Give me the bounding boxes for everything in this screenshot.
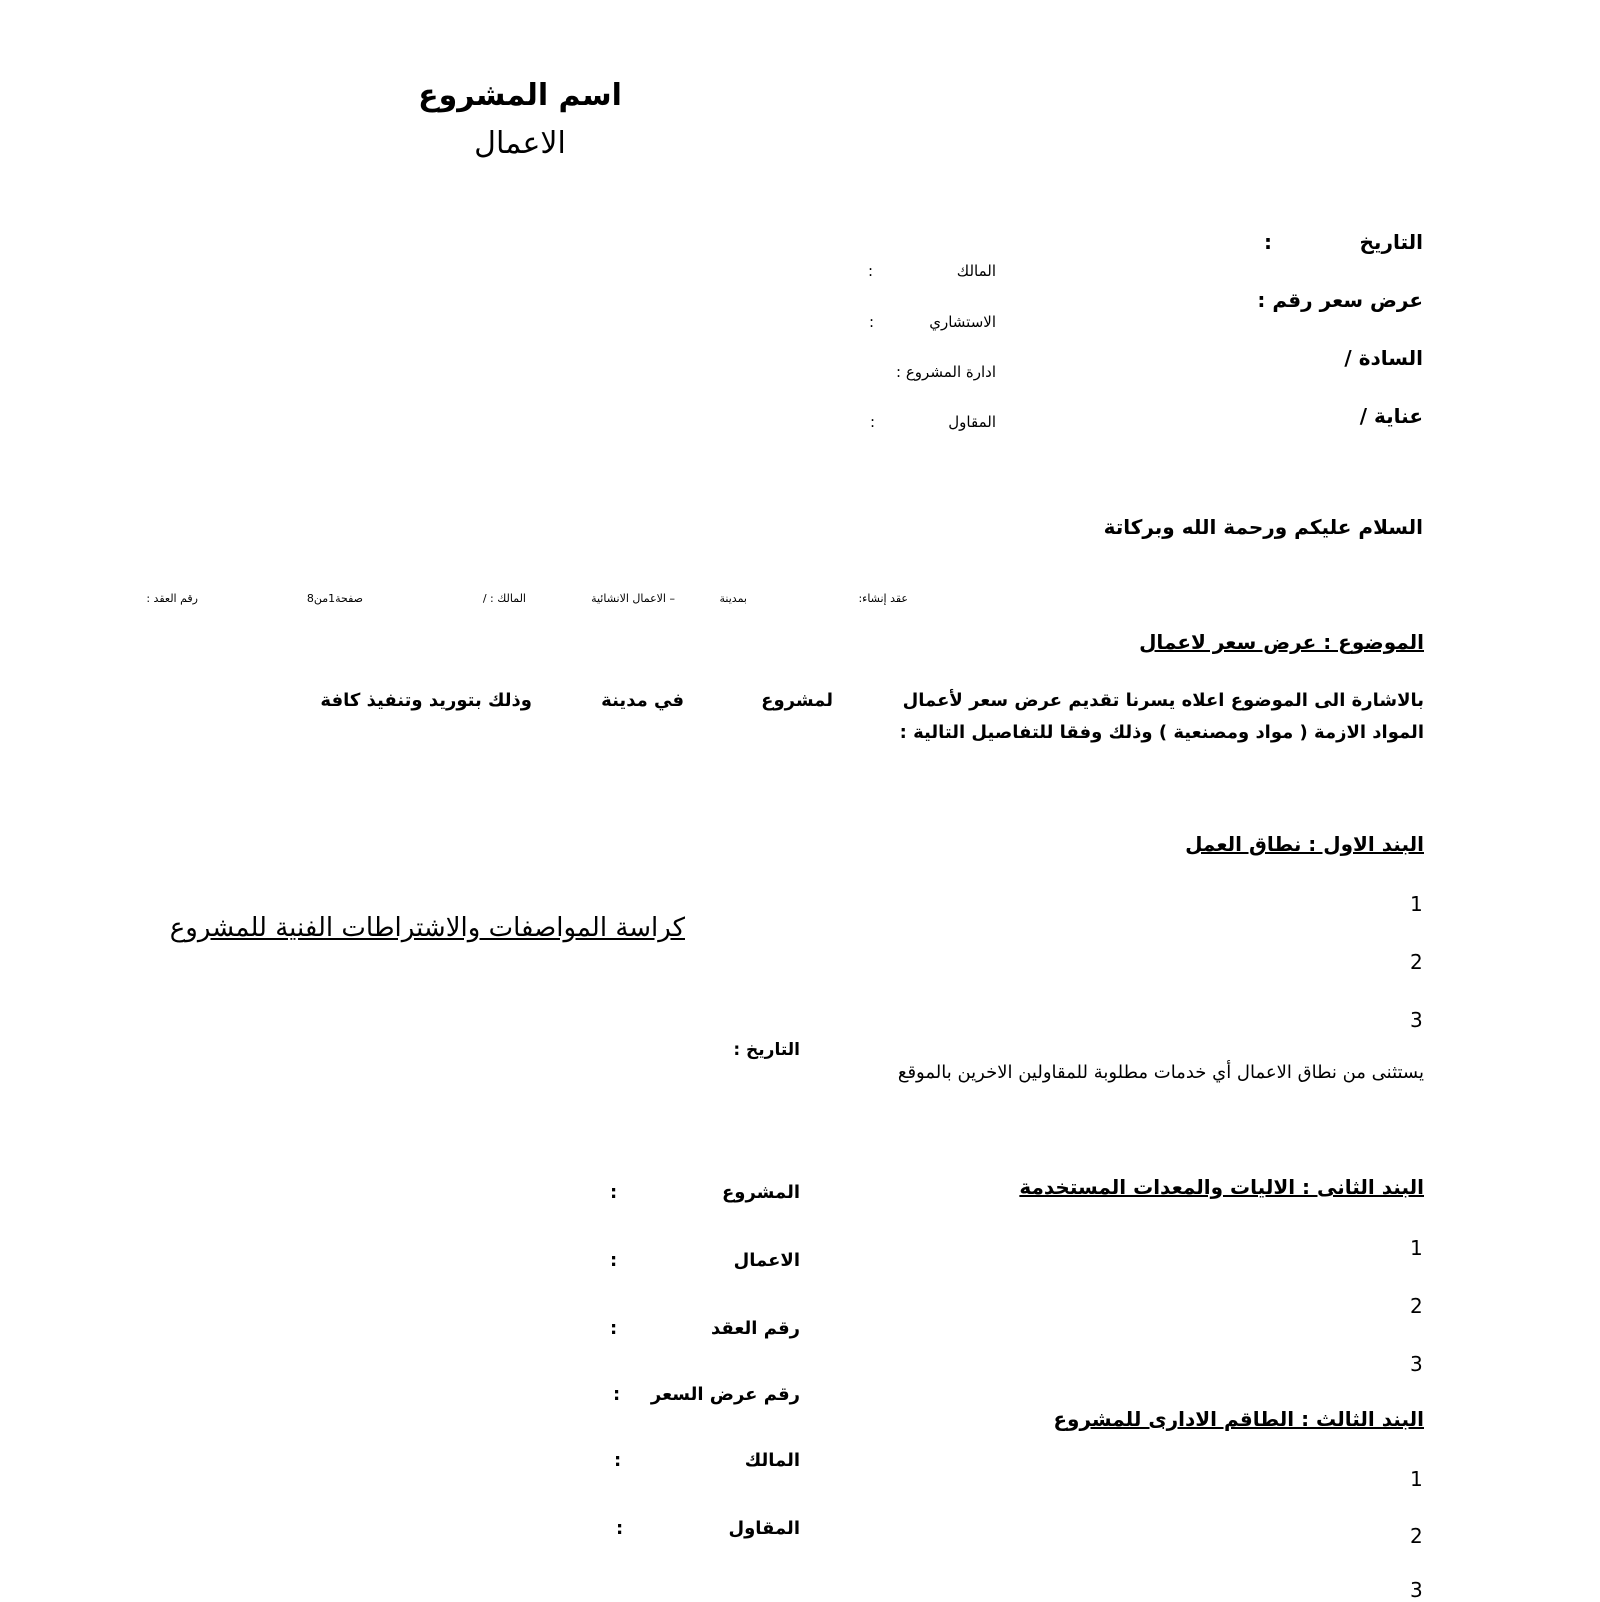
cover-field-colon: :	[613, 1384, 621, 1405]
cover-field-colon: :	[616, 1518, 624, 1539]
owner-small: المالك : /	[482, 592, 526, 605]
clause3-item: 3	[1410, 1578, 1423, 1602]
cover-field-label: المقاول	[728, 1518, 800, 1539]
date-label: التاريخ	[1359, 230, 1423, 254]
cover-field-label: الاعمال	[733, 1250, 800, 1271]
contractor-colon: :	[870, 413, 876, 431]
intro-part3: في مدينة	[601, 690, 684, 711]
intro-part1: بالاشارة الى الموضوع اعلاه يسرنا تقديم عرض سعر لأعمال	[902, 690, 1424, 711]
clause1-item: 2	[1410, 950, 1423, 974]
clause2-item: 1	[1410, 1236, 1423, 1260]
cover-date-label: التاريخ :	[733, 1040, 800, 1060]
construction-contract-small: عقد إنشاء:	[858, 592, 908, 605]
date-colon: :	[1264, 230, 1272, 254]
cover-field-colon: :	[610, 1182, 618, 1203]
specifications-title: كراسة المواصفات والاشتراطات الفنية للمشروع	[169, 913, 685, 943]
clause3-title: البند الثالث : الطاقم الادارى للمشروع	[1053, 1407, 1424, 1431]
attention-label: عناية /	[1359, 404, 1423, 428]
cover-field-label: رقم العقد	[711, 1318, 800, 1339]
clause3-item: 1	[1410, 1467, 1423, 1491]
page-indicator: صفحة1من8	[306, 592, 363, 605]
cover-field-label: المشروع	[722, 1182, 800, 1203]
intro-part2: لمشروع	[761, 690, 833, 711]
contractor-label: المقاول	[948, 413, 996, 431]
intro-part4: وذلك بتوريد وتنفيذ كافة	[320, 690, 532, 711]
clause2-item: 2	[1410, 1294, 1423, 1318]
subject: الموضوع : عرض سعر لاعمال	[1139, 630, 1424, 654]
offer-number-label: عرض سعر رقم :	[1257, 288, 1423, 312]
project-title: اسم المشروع	[418, 78, 622, 113]
owner-label: المالك	[956, 262, 996, 280]
greeting: السلام عليكم ورحمة الله وبركاتة	[1103, 515, 1423, 539]
owner-colon: :	[868, 262, 874, 280]
clause1-item: 3	[1410, 1008, 1423, 1032]
cover-field-colon: :	[610, 1318, 618, 1339]
works-small: – الاعمال الانشائية	[591, 592, 675, 605]
consultant-label: الاستشاري	[929, 313, 996, 331]
clause3-item: 2	[1410, 1524, 1423, 1548]
intro-line2: المواد الازمة ( مواد ومصنعية ) وذلك وفقا للتفاصيل التالية :	[899, 722, 1424, 743]
clause2-item: 3	[1410, 1352, 1423, 1376]
cover-field-label: المالك	[744, 1450, 800, 1471]
contract-number-small: رقم العقد :	[146, 592, 198, 605]
project-management-label: ادارة المشروع :	[896, 363, 996, 381]
project-subtitle: الاعمال	[474, 126, 566, 161]
clause2-title: البند الثانى : الاليات والمعدات المستخدمة	[1019, 1175, 1424, 1199]
city-small: بمدينة	[719, 592, 747, 605]
cover-field-colon: :	[610, 1250, 618, 1271]
cover-field-label: رقم عرض السعر	[650, 1384, 800, 1405]
recipients-label: السادة /	[1344, 346, 1423, 370]
clause1-exclusion: يستثنى من نطاق الاعمال أي خدمات مطلوبة للمقاولين الاخرين بالموقع	[897, 1062, 1424, 1083]
clause1-item: 1	[1410, 892, 1423, 916]
cover-field-colon: :	[614, 1450, 622, 1471]
clause1-title: البند الاول : نطاق العمل	[1185, 832, 1424, 856]
consultant-colon: :	[869, 313, 875, 331]
